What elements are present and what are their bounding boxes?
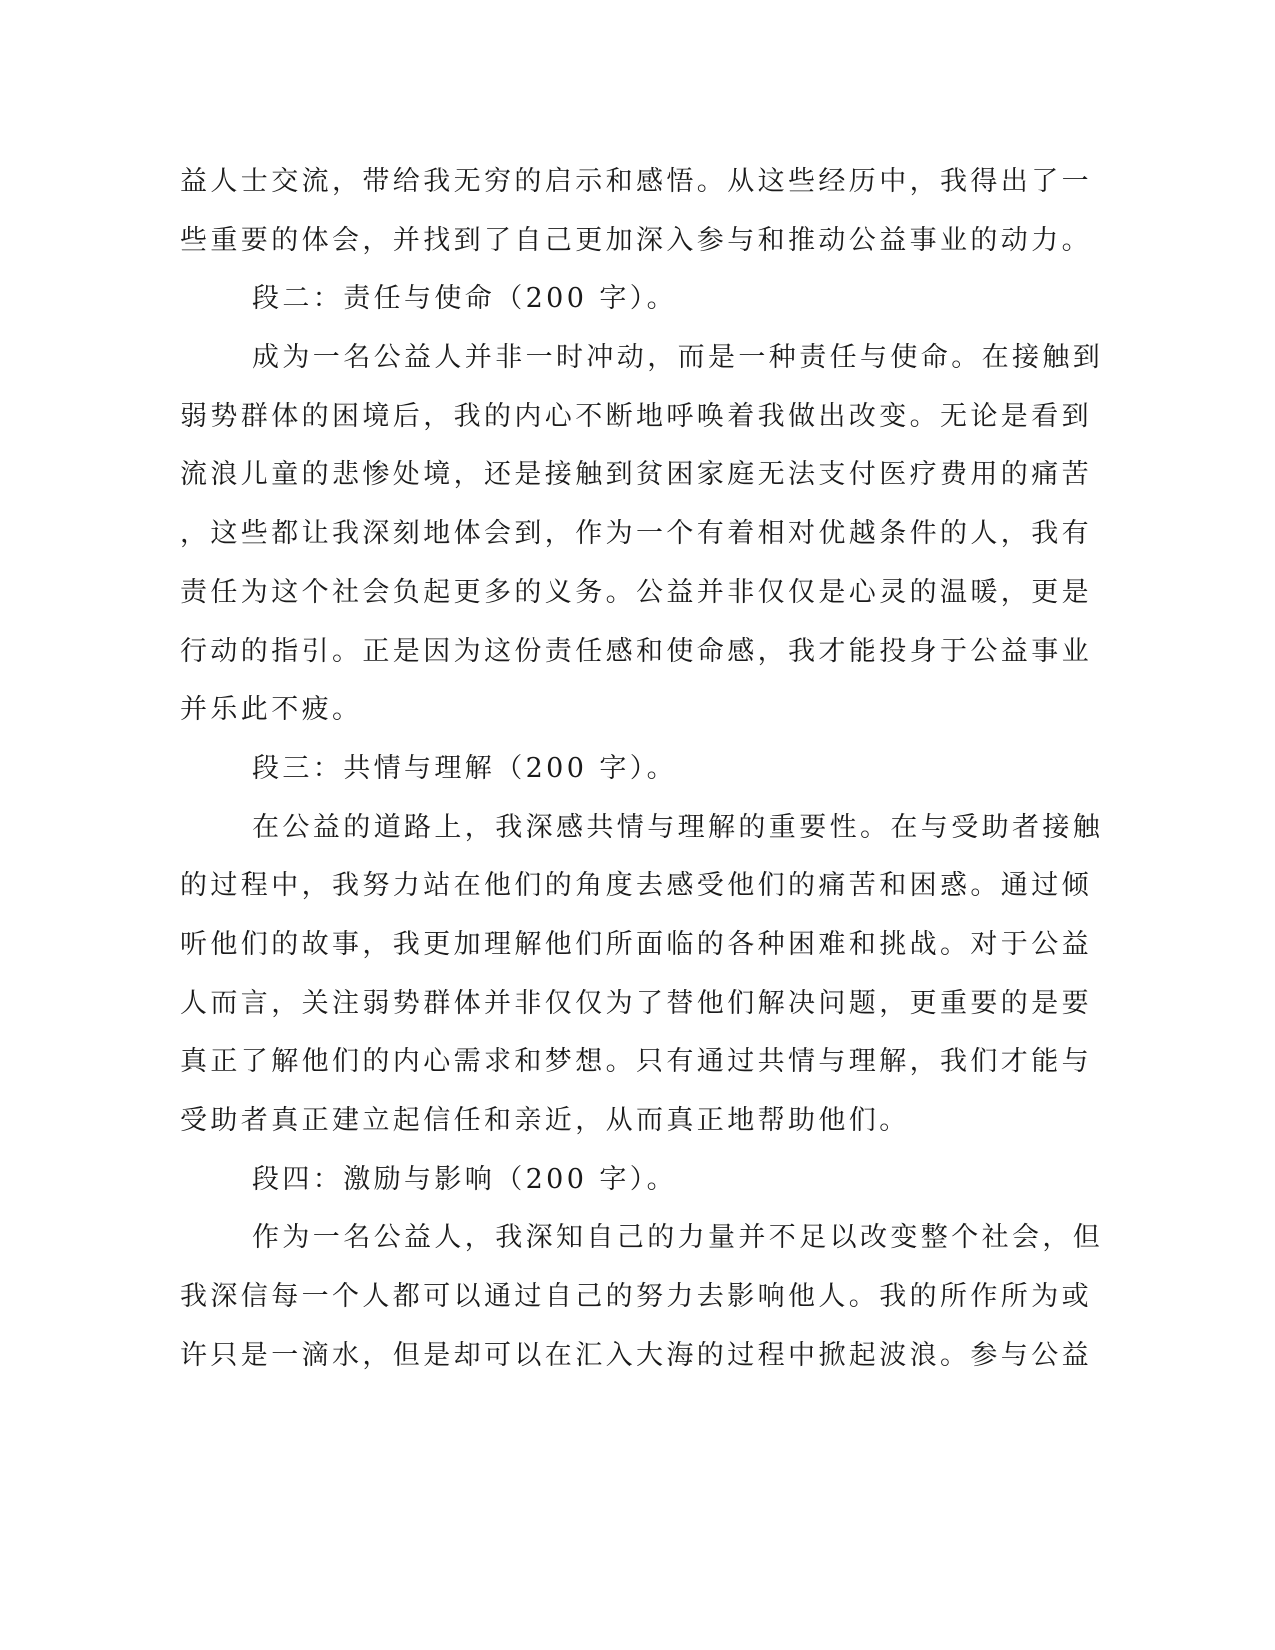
body-text-line: 许只是一滴水，但是却可以在汇入大海的过程中掀起波浪。参与公益: [180, 1340, 1092, 1371]
section-heading: 段二：责任与使命（200 字）。: [252, 283, 678, 314]
body-text-line: 流浪儿童的悲惨处境，还是接触到贫困家庭无法支付医疗费用的痛苦: [180, 459, 1092, 490]
body-text-line: 并乐此不疲。: [180, 694, 363, 725]
body-text-line: 责任为这个社会负起更多的义务。公益并非仅仅是心灵的温暖，更是: [180, 577, 1092, 608]
body-text-line: 在公益的道路上，我深感共情与理解的重要性。在与受助者接触: [252, 812, 1104, 843]
body-text-line: 人而言，关注弱势群体并非仅仅为了替他们解决问题，更重要的是要: [180, 988, 1092, 1019]
body-text-line: 益人士交流，带给我无穷的启示和感悟。从这些经历中，我得出了一: [180, 166, 1092, 197]
body-text-line: 些重要的体会，并找到了自己更加深入参与和推动公益事业的动力。: [180, 225, 1092, 256]
body-text-line: 作为一名公益人，我深知自己的力量并不足以改变整个社会，但: [252, 1222, 1104, 1253]
body-text-line: 听他们的故事，我更加理解他们所面临的各种困难和挑战。对于公益: [180, 929, 1092, 960]
body-text-line: 真正了解他们的内心需求和梦想。只有通过共情与理解，我们才能与: [180, 1046, 1092, 1077]
body-text-line: 行动的指引。正是因为这份责任感和使命感，我才能投身于公益事业: [180, 636, 1092, 667]
body-text-line: 弱势群体的困境后，我的内心不断地呼唤着我做出改变。无论是看到: [180, 401, 1092, 432]
section-heading: 段三：共情与理解（200 字）。: [252, 753, 678, 784]
section-heading: 段四：激励与影响（200 字）。: [252, 1164, 678, 1195]
body-text-line: 的过程中，我努力站在他们的角度去感受他们的痛苦和困惑。通过倾: [180, 870, 1092, 901]
body-text-line: 成为一名公益人并非一时冲动，而是一种责任与使命。在接触到: [252, 342, 1104, 373]
body-text-line: 受助者真正建立起信任和亲近，从而真正地帮助他们。: [180, 1105, 910, 1136]
body-text-line: ，这些都让我深刻地体会到，作为一个有着相对优越条件的人，我有: [180, 518, 1092, 549]
body-text-line: 我深信每一个人都可以通过自己的努力去影响他人。我的所作所为或: [180, 1281, 1092, 1312]
